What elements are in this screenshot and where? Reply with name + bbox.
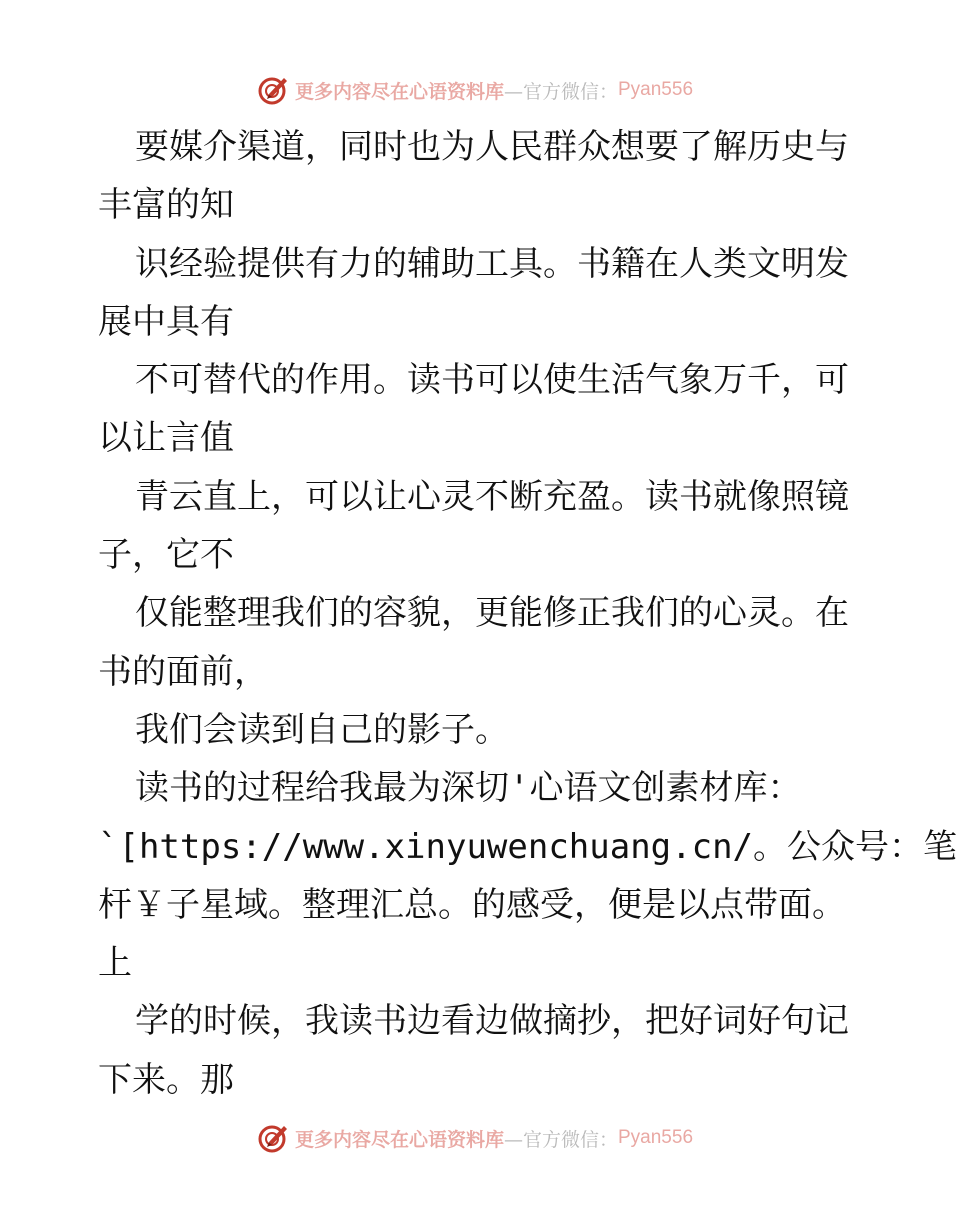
text-line: 展中具有 — [98, 301, 234, 342]
text-line: 仅能整理我们的容貌，更能修正我们的心灵。在 — [135, 593, 849, 634]
text-line: 识经验提供有力的辅助工具。书籍在人类文明发 — [135, 243, 849, 284]
text-line: 我们会读到自己的影子。 — [135, 709, 509, 750]
footer-banner-sub: —官方微信： — [503, 1128, 618, 1151]
text-line: 青云直上，可以让心灵不断充盈。读书就像照镜 — [135, 476, 849, 517]
header-banner — [0, 72, 950, 108]
text-line: `[https://www.xinyuwenchuang.cn/。公众号：笔 — [98, 826, 957, 867]
footer-banner — [0, 1120, 950, 1156]
text-line: 杆￥子星域。整理汇总。的感受，便是以点带面。 — [98, 884, 846, 925]
header-banner-sub: —官方微信： — [503, 80, 618, 103]
body-text — [98, 118, 957, 1109]
header-banner-main: 更多内容尽在心语资料库 — [294, 80, 504, 103]
text-line: 上 — [98, 943, 132, 984]
text-line: 子，它不 — [98, 535, 234, 576]
text-line: 要媒介渠道，同时也为人民群众想要了解历史与 — [135, 127, 849, 167]
pen-logo-icon — [257, 74, 289, 106]
pen-logo-icon — [257, 1122, 289, 1154]
text-line: 不可替代的作用。读书可以使生活气象万千，可 — [135, 360, 849, 401]
text-line: 以让言值 — [98, 418, 234, 459]
text-line: 书的面前， — [98, 651, 268, 692]
text-line: 学的时候，我读书边看边做摘抄，把好词好句记 — [135, 1001, 849, 1042]
text-line: 读书的过程给我最为深切'心语文创素材库： — [135, 768, 802, 809]
footer-banner-id: Pyan556 — [618, 1127, 694, 1148]
text-line: 下来。那 — [98, 1059, 234, 1100]
text-line: 丰富的知 — [98, 185, 234, 226]
footer-banner-main: 更多内容尽在心语资料库 — [294, 1128, 504, 1151]
header-banner-id: Pyan556 — [618, 79, 694, 100]
